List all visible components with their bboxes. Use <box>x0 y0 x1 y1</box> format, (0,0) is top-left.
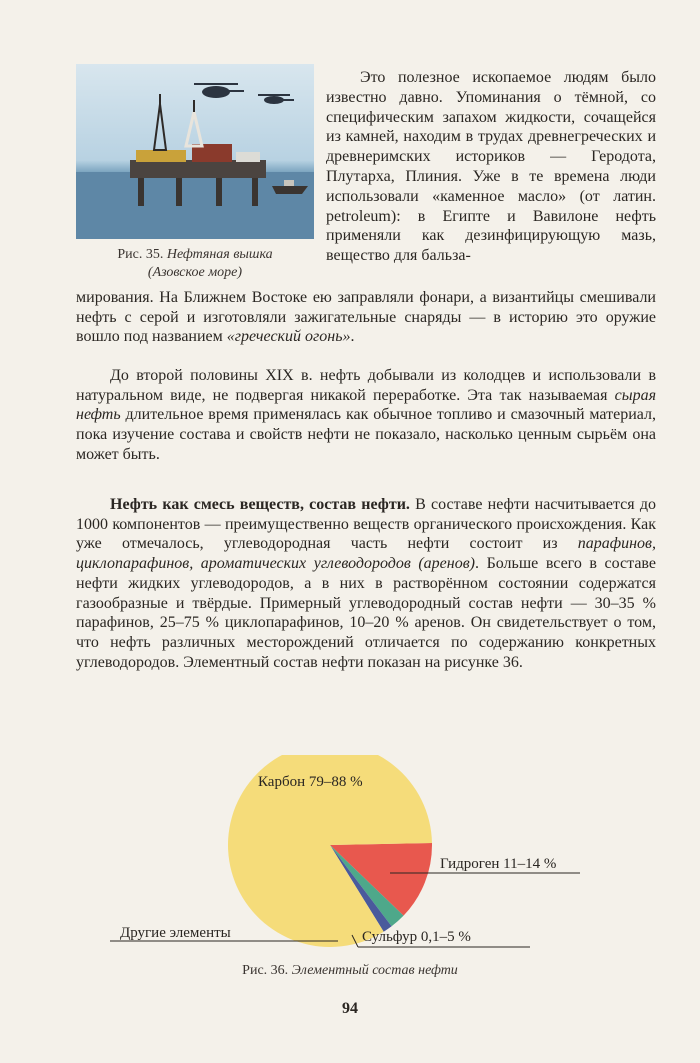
figure-35-number: Рис. 35. <box>117 247 164 262</box>
p2-term: сырая нефть <box>76 386 656 424</box>
section-heading: Нефть как смесь веществ, состав нефти. <box>110 496 410 513</box>
p1-text: мирования. На Ближнем Востоке ею заправляли фонари, а византийцы смешивали нефть с серой и изготовляли зажигательные снаряды — в историю это оружие вошло под названием <box>76 289 656 346</box>
figure-35-subtitle: (Азовское море) <box>147 265 243 280</box>
paragraph-greek-fire <box>76 288 656 347</box>
figure-36-title: Элементный состав нефти <box>291 963 458 978</box>
paragraph-oil-composition <box>76 495 656 672</box>
figure-35-title: Нефтяная вышка <box>166 247 273 262</box>
figure-35-caption <box>76 246 314 282</box>
p3-text-1: В составе нефти насчитывается до 1000 компонентов — преимущественно веществ органического происхождения. Как уже отмечалось, углеводородная часть нефти состоит из <box>76 496 656 553</box>
label-hydrogen: Гидроген 11–14 % <box>440 856 557 872</box>
oil-rig-illustration <box>76 64 314 239</box>
p2-end: длительное время применялась как обычное топливо и смазочный материал, пока изучение состава и свойств нефти не показало, насколько ценным сырьём она может быть. <box>76 406 656 463</box>
label-sulfur: Сульфур 0,1–5 % <box>362 929 471 945</box>
p1-end: . <box>350 328 355 346</box>
figure-36-number: Рис. 36. <box>242 963 289 978</box>
figure-36-caption <box>0 963 700 979</box>
p3-text-2: . Больше всего в составе нефти жидких углеводородов, а в них в растворённом состоянии содержатся газообразные и твёрдые. Примерный углеводородный состав нефти — 30–35 % парафинов, 25–75 % циклопарафинов, 10–20 % аренов. Он свидетельствует о том, что нефть различных месторождений отличается по содержанию конкретных углеводородов. Элементный состав нефти показан на рисунке 36. <box>76 555 656 671</box>
p3-term: парафинов, циклопарафинов, ароматических углеводородов (аренов) <box>76 535 656 573</box>
paragraph-crude-oil <box>76 366 656 465</box>
p2-text: До второй половины XIX в. нефть добывали из колодцев и использовали в натуральном виде, не подвергая никакой переработке. Эта так называемая <box>76 367 656 404</box>
p1-term: «греческий огонь» <box>226 328 351 346</box>
oil-rig-photo <box>76 64 314 239</box>
intro-paragraph: Это полезное ископаемое людям было известно давно. Упоминания о тёмной, со специфическим запахом жидкости, сочащейся из камней, находим в трудах древнегреческих и древнеримских историков — Геродота, Плутарха, Плиния. Уже в те времена люди использовали «каменное масло» (от латин. petroleum): в Египте и Вавилоне нефть применяли как дезинфицирующую мазь, вещество для бальза- <box>326 69 656 265</box>
label-carbon: Карбон 79–88 % <box>258 774 363 790</box>
label-other-elements: Другие элементы <box>120 925 231 941</box>
page-number: 94 <box>342 1000 358 1017</box>
element-composition-pie-chart <box>100 755 600 955</box>
